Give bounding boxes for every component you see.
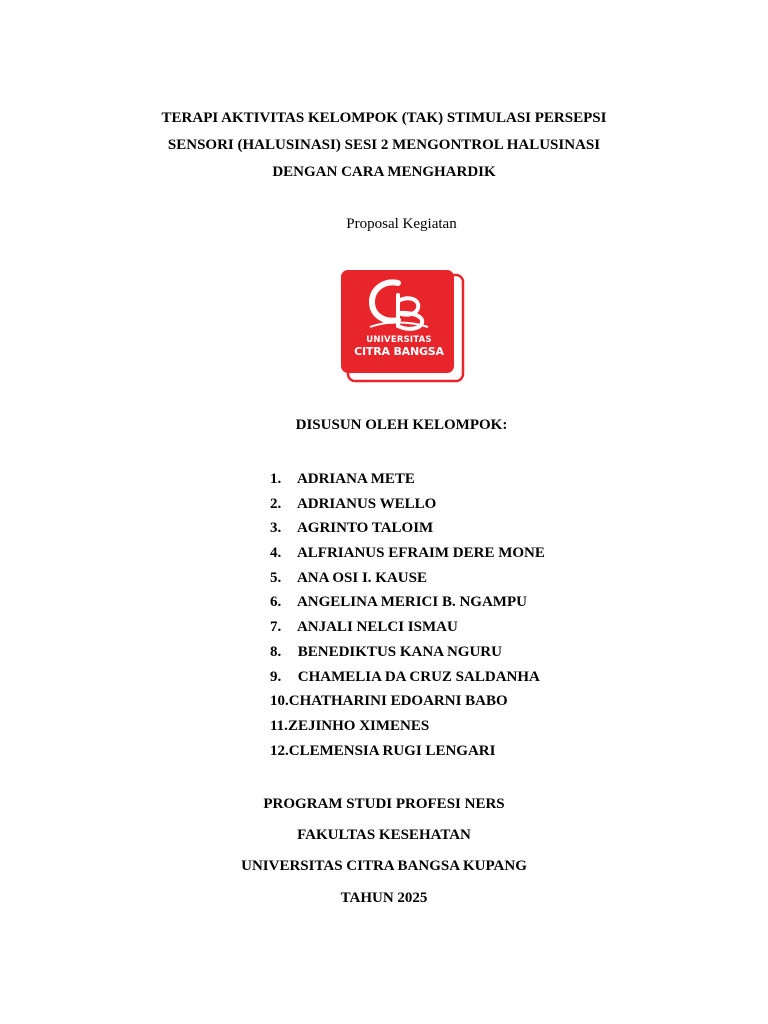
compiled-by-heading: DISUSUN OLEH KELOMPOK: [295, 417, 508, 433]
logo-emblem [340, 269, 466, 385]
member-number: 2. [270, 495, 282, 512]
member-item [270, 615, 545, 640]
title-line-3: DENGAN CARA MENGHARDIK [272, 164, 496, 180]
member-name: ANJALI NELCI ISMAU [296, 619, 458, 636]
member-item [270, 566, 545, 591]
member-number: 6. [270, 594, 282, 611]
member-item [270, 541, 545, 566]
member-item [270, 665, 545, 690]
member-name: ADRIANA METE [296, 471, 415, 487]
member-name: ALFRIANUS EFRAIM DERE MONE [296, 545, 545, 562]
member-name: CHAMELIA DA CRUZ SALDANHA [297, 668, 540, 685]
member-name: BENEDIKTUS KANA NGURU [297, 643, 502, 660]
member-number: 7. [270, 619, 282, 636]
footer-program: PROGRAM STUDI PROFESI NERS [263, 796, 505, 812]
member-number: 8. [270, 643, 282, 660]
footer-faculty: FAKULTAS KESEHATAN [297, 827, 471, 843]
member-item [270, 516, 545, 541]
member-name: CLEMENSIA RUGI LENGARI [288, 742, 496, 759]
logo-text-universitas: UNIVERSITAS [366, 335, 432, 345]
member-name: ANGELINA MERICI B. NGAMPU [296, 594, 527, 611]
member-item [270, 714, 545, 739]
footer-university: UNIVERSITAS CITRA BANGSA KUPANG [241, 858, 527, 874]
document-title [0, 105, 768, 186]
member-item [270, 590, 545, 615]
document-subtitle: Proposal Kegiatan [346, 216, 457, 232]
university-logo [340, 269, 466, 385]
footer-year: TAHUN 2025 [340, 890, 428, 906]
member-name: AGRINTO TALOIM [296, 520, 434, 537]
member-item [270, 640, 545, 665]
member-list [270, 467, 545, 763]
member-number: 11. [270, 717, 288, 734]
member-number: 1. [270, 471, 282, 487]
member-name: ADRIANUS WELLO [296, 495, 437, 512]
title-line-1: TERAPI AKTIVITAS KELOMPOK (TAK) STIMULASI PERSEPSI [161, 110, 607, 126]
member-item [270, 492, 545, 517]
member-number: 12. [270, 742, 289, 759]
logo-text-citra-bangsa: CITRA BANGSA [354, 345, 444, 358]
member-number: 5. [270, 569, 282, 586]
member-item [270, 689, 545, 714]
member-number: 10. [270, 693, 289, 710]
member-name: ANA OSI I. KAUSE [296, 569, 427, 586]
title-line-2: SENSORI (HALUSINASI) SESI 2 MENGONTROL HALUSINASI [167, 137, 601, 153]
member-name: CHATHARINI EDOARNI BABO [288, 693, 508, 710]
member-name: ZEJINHO XIMENES [287, 717, 430, 734]
member-number: 3. [270, 520, 282, 537]
member-number: 9. [270, 668, 282, 685]
member-number: 4. [270, 545, 282, 562]
member-item [270, 739, 545, 764]
member-item [270, 467, 545, 492]
